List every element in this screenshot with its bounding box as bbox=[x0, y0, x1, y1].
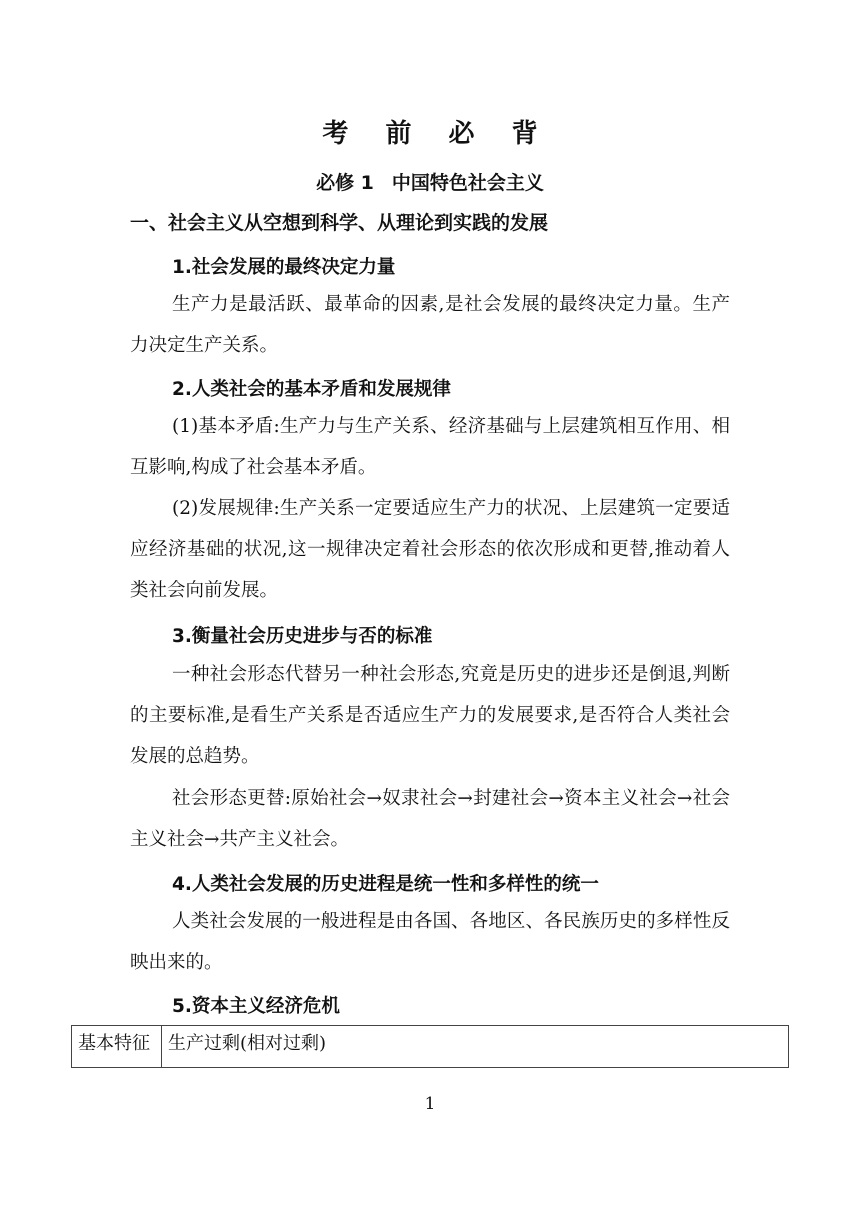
page-title: 考 前 必 背 bbox=[322, 119, 552, 149]
subheading-4: 4.人类社会发展的历史进程是统一性和多样性的统一 bbox=[172, 874, 599, 895]
paragraph-2b: (2)发展规律:生产关系一定要适应生产力的状况、上层建筑一定要适应经济基础的状况,这一规律决定着社会形态的依次形成和更替,推动着人类社会向前发展。 bbox=[130, 498, 730, 601]
module-subtitle bbox=[0, 168, 860, 195]
page-number: 1 bbox=[424, 1094, 436, 1114]
subheading-2: 2.人类社会的基本矛盾和发展规律 bbox=[172, 379, 451, 400]
paragraph-4: 人类社会发展的一般进程是由各国、各地区、各民族历史的多样性反映出来的。 bbox=[130, 911, 730, 973]
module-number: 必修 1 bbox=[316, 172, 374, 194]
paragraph-2a: (1)基本矛盾:生产力与生产关系、经济基础与上层建筑相互作用、相互影响,构成了社会基本矛盾。 bbox=[130, 416, 730, 478]
table-key-cell: 基本特征 bbox=[72, 1026, 162, 1068]
subheading-5: 5.资本主义经济危机 bbox=[172, 996, 340, 1017]
paragraph-3a: 一种社会形态代替另一种社会形态,究竟是历史的进步还是倒退,判断的主要标准,是看生产关系是否适应生产力的发展要求,是否符合人类社会发展的总趋势。 bbox=[130, 664, 730, 767]
paragraph-1: 生产力是最活跃、最革命的因素,是社会发展的最终决定力量。生产力决定生产关系。 bbox=[130, 294, 730, 356]
table-value-cell: 生产过剩(相对过剩) bbox=[162, 1026, 789, 1068]
module-topic: 中国特色社会主义 bbox=[391, 172, 544, 194]
section-heading-1: 一、社会主义从空想到科学、从理论到实践的发展 bbox=[130, 212, 549, 234]
subheading-1: 1.社会发展的最终决定力量 bbox=[172, 257, 396, 278]
paragraph-3b: 社会形态更替:原始社会→奴隶社会→封建社会→资本主义社会→社会主义社会→共产主义社会。 bbox=[130, 788, 730, 850]
table-row bbox=[72, 1026, 789, 1068]
subheading-3: 3.衡量社会历史进步与否的标准 bbox=[172, 626, 433, 647]
crisis-table bbox=[71, 1025, 789, 1068]
